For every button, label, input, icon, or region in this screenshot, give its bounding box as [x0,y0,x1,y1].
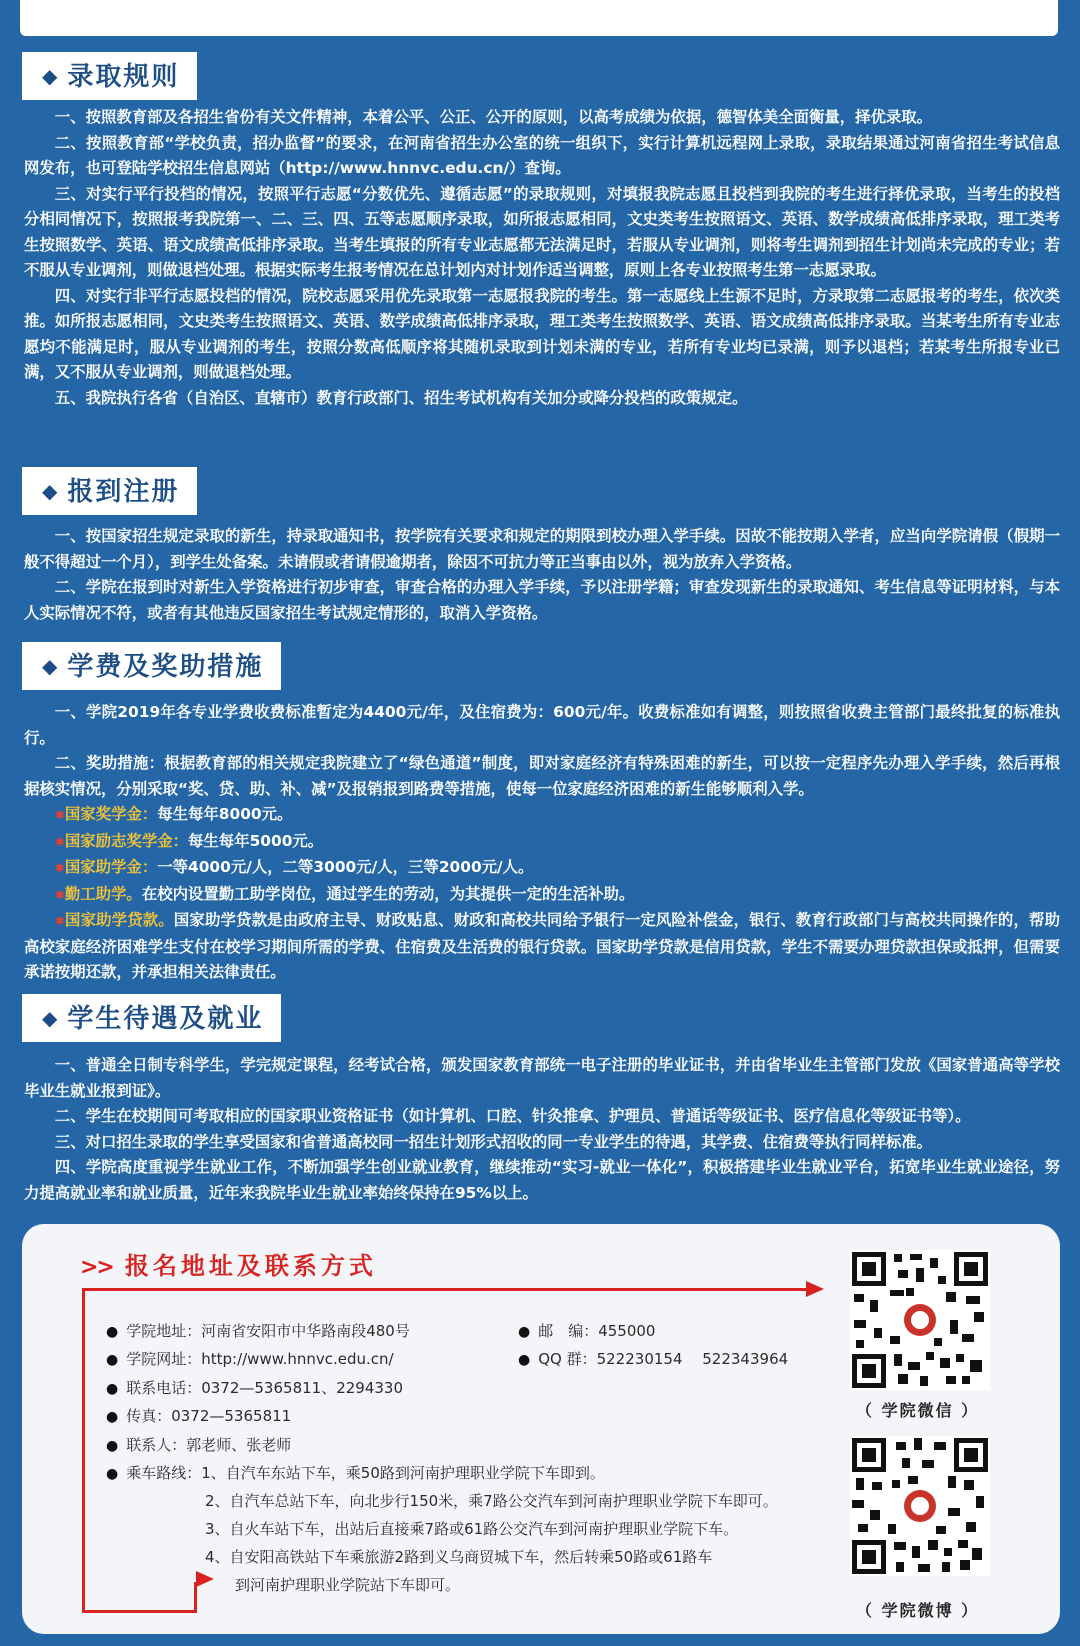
bullet-icon: ● [106,1438,119,1454]
diamond-icon: ◆ [42,654,60,678]
contact-panel [22,1224,1060,1634]
bullet-icon: ● [106,1324,119,1340]
paragraph: 四、对实行非平行志愿投档的情况，院校志愿采用优先录取第一志愿报我院的考生。第一志愿线上生源不足时，方录取第二志愿报考的考生，依次类推。如所报志愿相同，文史类考生按照语文、英语、数学成绩高低排序录取，理工类考生按照数学、英语、语文成绩高低排序录取。当某考生所有专业志愿均不能满足时，服从专业调剂的考生，按照分数高低顺序将其随机录取到计划未满的专业，若所有专业均已录满，则予以退档；若某考生所报专业已满，又不服从专业调剂，则做退档处理。 [24,286,1060,381]
aid-item: ✱国家助学金：一等4000元/人，二等3000元/人，三等2000元/人。 [54,858,534,876]
paragraph: 二、学生在校期间可考取相应的国家职业资格证书（如计算机、口腔、针灸推拿、护理员、普通话等级证书、医疗信息化等级证书等）。 [54,1107,971,1125]
route-item: 到河南护理职业学院站下车即可。 [235,1576,461,1594]
weibo-caption: （ 学院微博 ） [856,1601,980,1620]
bullet-icon: ● [106,1409,119,1425]
contact-title: >> 报名地址及联系方式 [80,1252,377,1280]
diamond-icon: ◆ [42,64,60,88]
aid-item: ✱国家励志奖学金：每生每年5000元。 [54,831,324,850]
bullet-icon: ● [518,1324,531,1340]
bullet-icon: ● [106,1466,119,1482]
paragraph: 二、奖助措施：根据教育部的相关规定我院建立了“绿色通道”制度，即对家庭经济有特殊困难的新生，可以按一定程序先办理入学手续，然后再根据核实情况，分别采取“奖、贷、助、补、减”及报销报到路费等措施，使每一位家庭经济困难的新生能够顺利入学。 [24,754,1060,798]
weibo-qr-code [850,1436,990,1576]
aid-item: ✱国家助学贷款。国家助学贷款是由政府主导、财政贴息、财政和高校共同给予银行一定风险补偿金，银行、教育行政部门与高校共同操作的，帮助高校家庭经济困难学生支付在校学习期间所需的学费、住宿费及生活费的银行贷款。国家助学贷款是信用贷款，学生不需要办理贷款担保或抵押，但需要承诺按期还款，并承担相关法律责任。 [24,911,1060,981]
paragraph: 一、按国家招生规定录取的新生，持录取通知书，按学院有关要求和规定的期限到校办理入学手续。因故不能按期入学者，应当向学院请假（假期一般不得超过一个月），到学生处备案。未请假或者请假逾期者，除因不可抗力等正当事由以外，视为放弃入学资格。 [24,527,1060,571]
paragraph: 二、学院在报到时对新生入学资格进行初步审查，审查合格的办理入学手续，予以注册学籍；审查发现新生的录取通知、考生信息等证明材料，与本人实际情况不符，或者有其他违反国家招生考试规定情形的，取消入学资格。 [24,578,1060,622]
qr-code-icon [850,1250,990,1390]
bullet-icon: ● [106,1381,119,1397]
paragraph: 四、学院高度重视学生就业工作，不断加强学生创业就业教育，继续推动“实习-就业一体化”，积极搭建毕业生就业平台，拓宽毕业生就业途径，努力提高就业率和就业质量，近年来我院毕业生就业率始终保持在95%以上。 [24,1158,1060,1202]
route-item: 3、自火车站下车，出站后直接乘7路或61路公交汽车到河南护理职业学院下车。 [205,1520,739,1538]
wechat-qr-code [850,1250,990,1390]
aid-item: ✱勤工助学。在校内设置勤工助学岗位，通过学生的劳动，为其提供一定的生活补助。 [54,884,635,903]
aid-item: ✱国家奖学金：每生每年8000元。 [54,805,293,823]
contact-qq: ● QQ 群：522230154 522343964 [518,1350,789,1368]
paragraph: 一、学院2019年各专业学费收费标准暂定为4400元/年，及住宿费为：600元/年。收费标准如有调整，则按照省收费主管部门最终批复的标准执行。 [24,703,1060,747]
route-item: 4、自安阳高铁站下车乘旅游2路到义乌商贸城下车，然后转乘50路或61路车 [205,1548,713,1566]
wechat-caption: （ 学院微信 ） [856,1401,980,1420]
contact-address: ● 学院地址：河南省安阳市中华路南段480号 [106,1322,410,1340]
qr-code-icon [850,1436,990,1576]
section-body-treatment [24,1053,1060,1206]
section-title-registration: ◆ 报到注册 [22,467,197,515]
contact-person: ● 联系人：郭老师、张老师 [106,1436,292,1454]
star-icon: ✱ [54,834,65,849]
contact-phone: ● 联系电话：0372—5365811、2294330 [106,1379,404,1397]
paragraph: 二、按照教育部“学校负责，招办监督”的要求，在河南省招生办公室的统一组织下，实行计算机远程网上录取，录取结果通过河南省招生考试信息网发布，也可登陆学校招生信息网站（http://www.hnnvc.edu.cn/）查询。 [24,133,1060,177]
section-title-fees: ◆ 学费及奖助措施 [22,642,281,690]
section-body-registration [24,524,1060,626]
bullet-icon: ● [106,1352,119,1368]
section-body-admission [24,105,1060,411]
section-body-fees [24,700,1060,986]
route-item: 2、自汽车总站下车，向北步行150米，乘7路公交汽车到河南护理职业学院下车即可。 [205,1492,778,1510]
contact-website[interactable]: ● 学院网址：http://www.hnnvc.edu.cn/ [106,1350,394,1368]
star-icon: ✱ [54,914,65,928]
bullet-icon: ● [518,1352,531,1368]
red-line [82,1288,818,1291]
diamond-icon: ◆ [42,479,60,503]
paragraph: 三、对口招生录取的学生享受国家和省普通高校同一招生计划形式招收的同一专业学生的待遇，其学费、住宿费等执行同样标准。 [54,1132,933,1151]
star-icon: ✱ [54,887,65,902]
red-line [82,1610,197,1613]
diamond-icon: ◆ [42,1006,60,1030]
paragraph: 三、对实行平行投档的情况，按照平行志愿“分数优先、遵循志愿”的录取规则，对填报我院志愿且投档到我院的考生进行择优录取，当考生的投档分相同情况下，按照报考我院第一、二、三、四、五等志愿顺序录取，如所报志愿相同，文史类考生按照语文、英语、数学成绩高低排序录取，理工类考生按照数学、英语、语文成绩高低排序录取。当考生填报的所有专业志愿都无法满足时，若服从专业调剂，则将考生调剂到招生计划尚未完成的专业；若不服从专业调剂，则做退档处理。根据实际考生报考情况在总计划内对计划作适当调整，原则上各专业按照考生第一志愿录取。 [24,184,1060,279]
star-icon: ✱ [54,861,65,875]
section-title-admission: ◆ 录取规则 [22,52,197,100]
paragraph: 一、普通全日制专科学生，学完规定课程，经考试合格，颁发国家教育部统一电子注册的毕业证书，并由省毕业生主管部门发放《国家普通高等学校毕业生就业报到证》。 [24,1056,1060,1100]
star-icon: ✱ [54,808,65,822]
contact-routes: ● 乘车路线：1、自汽车东站下车，乘50路到河南护理职业学院下车即到。 [106,1464,605,1482]
contact-fax: ● 传真：0372—5365811 [106,1407,292,1425]
arrow-right-icon [196,1571,214,1587]
section-title-treatment: ◆ 学生待遇及就业 [22,994,281,1042]
double-chevron-icon: >> [80,1255,113,1280]
arrow-right-icon [806,1281,824,1297]
contact-postcode: ● 邮 编：455000 [518,1322,656,1340]
red-line [82,1288,85,1613]
paragraph: 五、我院执行各省（自治区、直辖市）教育行政部门、招生考试机构有关加分或降分投档的政策规定。 [54,388,748,407]
paragraph: 一、按照教育部及各招生省份有关文件精神，本着公平、公正、公开的原则，以高考成绩为依据，德智体美全面衡量，择优录取。 [54,108,933,126]
top-white-strip [20,0,1058,36]
